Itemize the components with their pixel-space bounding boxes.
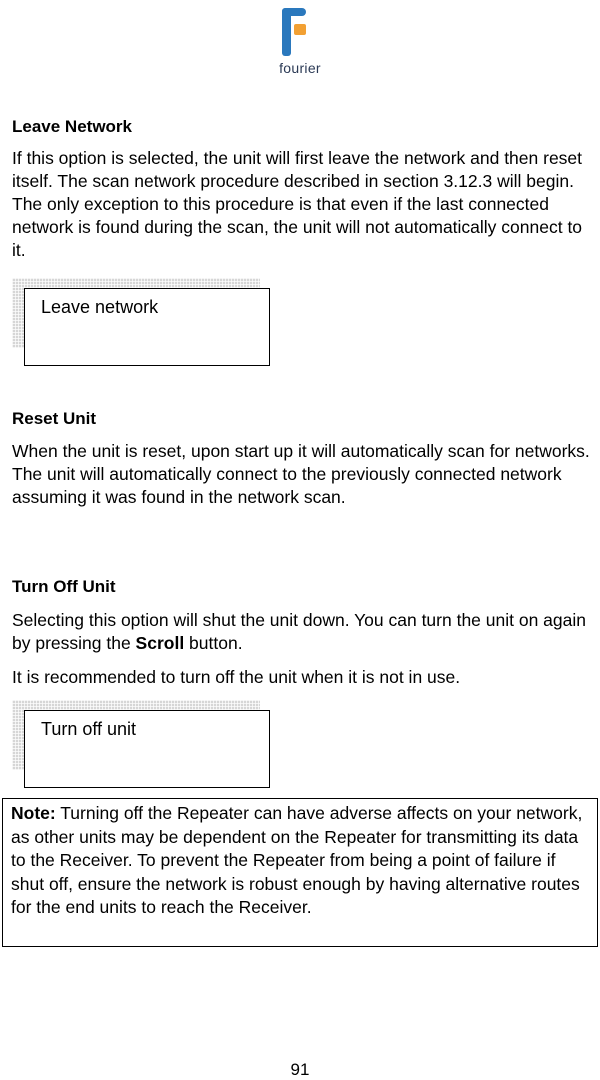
note-text: Turning off the Repeater can have adverse affects on your network, as other units may be dependent on the Repeater for transmitting its data to the Receiver. To prevent the Repeater from being a point of failure if shut off, ensure the network is robust enough by having alternative routes for the end units to reach the Receiver. [11, 803, 583, 917]
leave-network-lcd [12, 278, 272, 360]
lcd-screen [24, 288, 270, 366]
logo-text: fourier [279, 60, 321, 76]
leave-network-heading: Leave Network [12, 117, 132, 136]
fourier-logo [268, 2, 332, 78]
lcd-screen [24, 710, 270, 788]
turn-off-text-start: Selecting this option will shut the unit down. You can turn the unit on again by pressing the [12, 610, 587, 653]
fourier-logo-icon [268, 2, 332, 60]
turn-off-text-end: button. [184, 633, 243, 653]
reset-unit-paragraph: When the unit is reset, upon start up it will automatically scan for networks. The unit will automatically connect to the previously connected network assuming it was found in the network scan. [12, 441, 590, 507]
leave-network-paragraph: If this option is selected, the unit will first leave the network and then reset itself. The scan network procedure described in section 3.12.3 will begin. The only exception to this procedure is that even if the last connected network is found during the scan, the unit will not automatically connect to it. [12, 148, 583, 260]
reset-unit-heading: Reset Unit [12, 409, 97, 428]
turn-off-unit-paragraph [12, 609, 592, 655]
note-box [2, 798, 598, 947]
turn-off-unit-heading: Turn Off Unit [12, 577, 116, 596]
lcd-text: Leave network [41, 297, 159, 317]
page-number: 91 [290, 1060, 310, 1079]
lcd-text: Turn off unit [41, 719, 137, 739]
recommendation-paragraph: It is recommended to turn off the unit when it is not in use. [12, 667, 461, 687]
scroll-button-name: Scroll [135, 633, 185, 653]
turn-off-unit-lcd [12, 700, 272, 782]
note-label: Note: [11, 803, 56, 823]
